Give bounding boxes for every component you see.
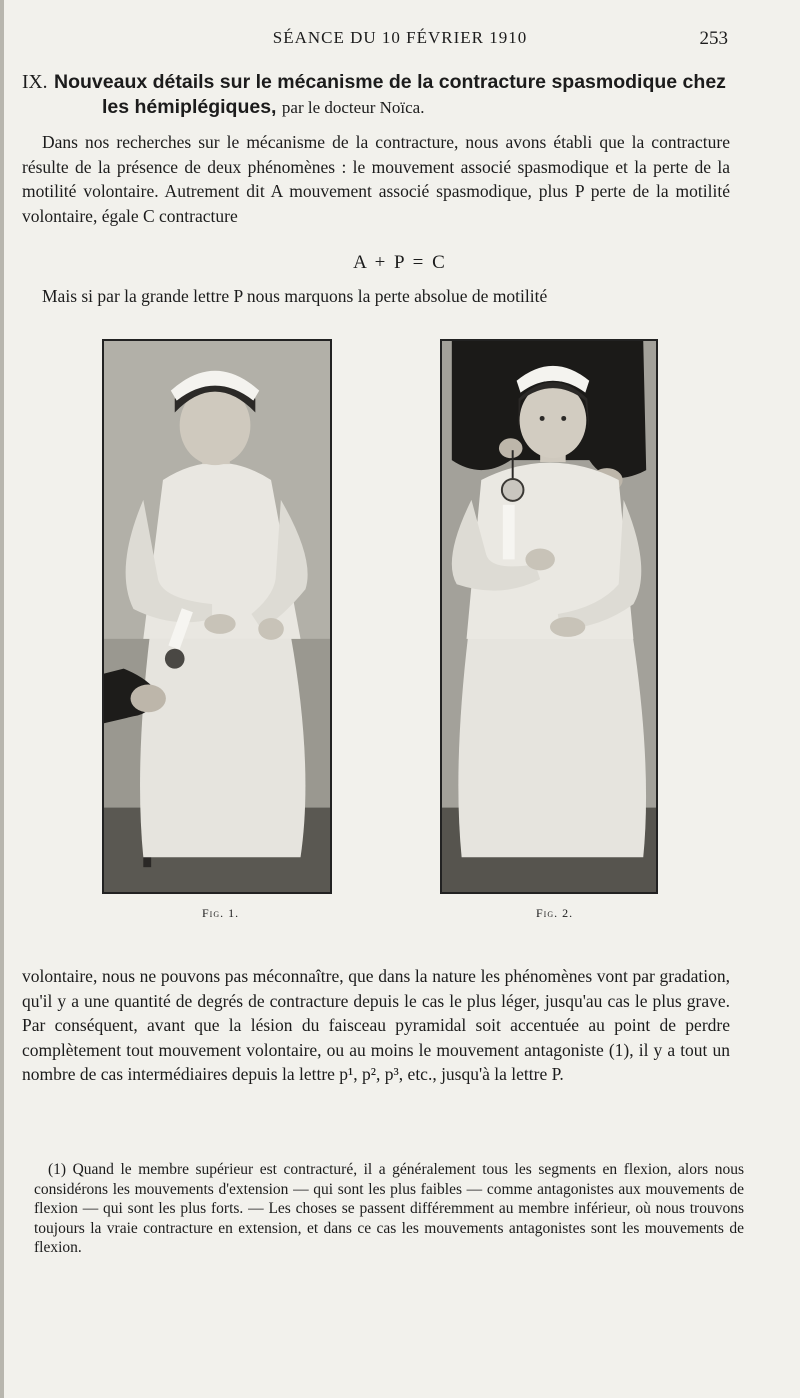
formula: A + P = C [353, 252, 447, 273]
paragraph-intro: Dans nos recherches sur le mécanisme de la contracture, nous avons établi que la contracture résulte de la présence de deux phénomènes : le mouvement associé spasmodique et la perte de la motilité volontaire. Autrement dit A mouvement associé spasmodique, plus P perte de la motilité volontaire, égale C contracture [22, 132, 730, 226]
article-title-text: Nouveaux détails sur le mécanisme de la contracture spasmodique chez les hémiplégiques, [54, 71, 726, 118]
figure-2-photo [440, 339, 658, 894]
article-byline: par le docteur Noïca. [281, 98, 425, 117]
figure-1-caption: Fig. 1. [202, 906, 240, 920]
paragraph-gradation: volontaire, nous ne pouvons pas méconnaître, que dans la nature les phénomènes vont par gradation, qu'il y a une quantité de degrés de contracture depuis le cas le plus léger, jusqu'au cas le plus grave. Par conséquent, avant que la lésion du faisceau pyramidal soit accentuée au point de perdre complètement tout mouvement volontaire, ou au moins le mouvement antagoniste (1), il y a tout un nombre de cas intermédiaires depuis la lettre p¹, p², p³, etc., jusqu'à la lettre P. [22, 966, 730, 1084]
figure-1-photo [102, 339, 332, 894]
figure-2-caption: Fig. 2. [536, 906, 574, 920]
figure-1-illustration [104, 341, 330, 892]
running-head: SÉANCE DU 10 FÉVRIER 1910 [272, 28, 528, 47]
figure-2-illustration [442, 341, 656, 892]
page-header [0, 28, 800, 54]
page-edge [0, 0, 4, 1398]
paragraph-definition: Mais si par la grande lettre P nous marquons la perte absolue de motilité [42, 286, 548, 306]
article-number: IX. [22, 72, 48, 93]
article-title [22, 70, 736, 120]
page-number: 253 [699, 28, 728, 49]
footnote: (1) Quand le membre supérieur est contracturé, il a généralement tous les segments en flexion, alors nous considérons les mouvements d'extension — qui sont les plus faibles — comme antagonistes aux mouvements de flexion — qui sont les plus forts. — Les choses se passent différemment au membre inférieur, où nous trouvons toujours la vraie contracture en extension, et dans ce cas les mouvements antagonistes sont les mouvements de flexion. [34, 1161, 744, 1256]
